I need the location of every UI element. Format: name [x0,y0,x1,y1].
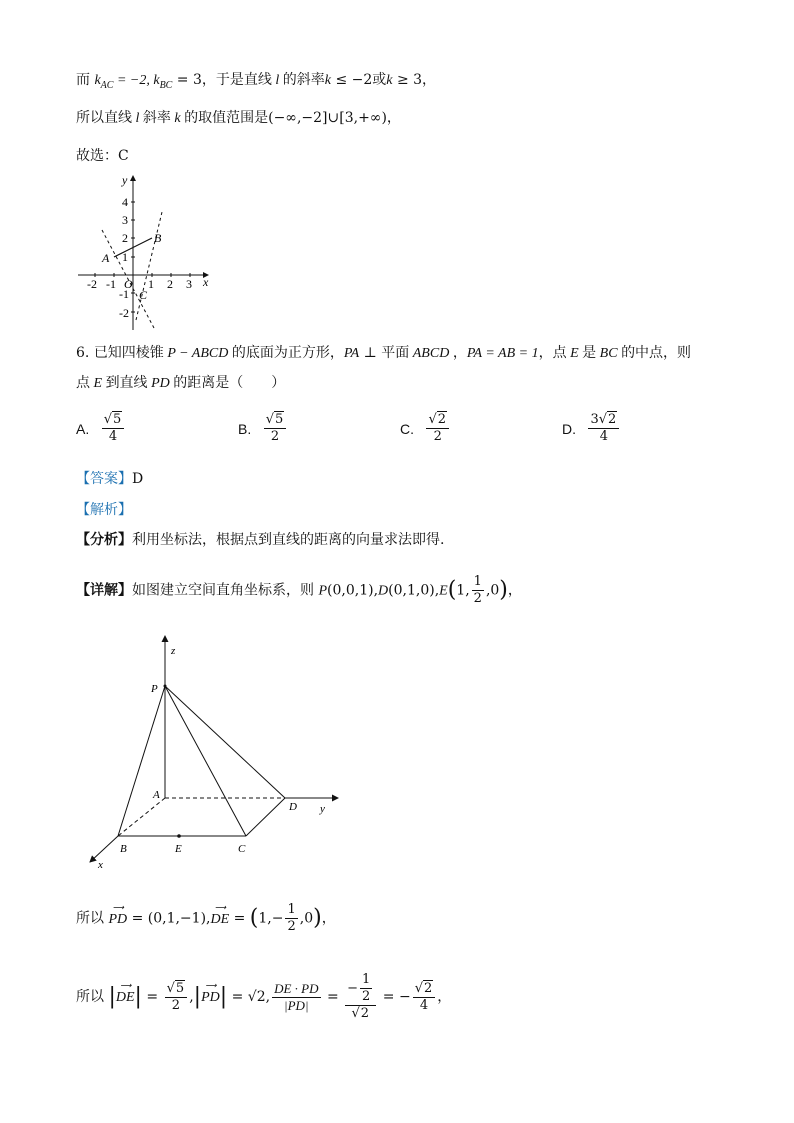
analysis-tag-line: 【解析】 [76,501,132,517]
pyramid-figure [80,630,350,870]
label-b: B [120,843,127,855]
edge-pd [165,686,285,798]
fenxi-line: 【分析】利用坐标法，根据点到直线的距离的向量求法即得. [76,532,445,548]
label-c: C [238,843,246,855]
origin-label: O [124,277,133,291]
svg-text:1: 1 [148,277,154,291]
point-c-label: C [139,288,148,302]
edge-cd [246,798,285,836]
edge-pc [165,686,246,836]
z-label: z [171,645,176,657]
label-d: D [289,801,297,813]
label-e: E [175,843,182,855]
text-line-choose: 故选：C [76,148,129,164]
x-axis-label: x [203,275,209,289]
svg-text:3: 3 [122,213,128,227]
y-axis-label: y [122,173,128,187]
dashed-line-bc [136,212,162,320]
answer-tag: 【答案】 [76,470,132,486]
edge-ab [118,798,165,836]
svg-text:-2: -2 [87,277,97,291]
text-line-slopes: 而 $k_{AC} = -2$, $k_{BC} = 3$，于是直线 l 的斜率k ≤ −2或k ≥ 3， [76,72,437,91]
svg-text:4: 4 [122,195,128,209]
choice-a[interactable]: A. $\frac{√5}{4}$ [76,412,126,445]
svg-text:2: 2 [167,277,173,291]
y-label: y [320,803,325,815]
y-tick-labels [119,195,129,320]
svg-text:-1: -1 [119,287,129,301]
point-a-label: A [102,251,110,265]
edge-pb [118,686,165,836]
x-label: x [98,859,103,870]
choice-c[interactable]: C. $\frac{√2}{2}$ [400,412,451,445]
x-axis [90,836,118,862]
svg-text:-2: -2 [119,306,129,320]
point-e [177,834,181,838]
slope-graph [76,172,216,332]
choice-b[interactable]: B. $\frac{√5}{2}$ [238,412,288,445]
vector-line: 所以 ⟶ PD = (0,1,−1), ⟶ DE = (1,− $\frac{1}{2}$ ,0)， [76,902,336,934]
detail-line: 【详解】如图建立空间直角坐标系，则 P(0,0,1),D(0,1,0),E(1, $\frac{1}{2}$ ,0)， [76,574,522,606]
choice-d[interactable]: D. $\frac{3√2}{4}$ [562,412,621,445]
answer-value: D [132,471,144,487]
svg-text:1: 1 [122,250,128,264]
svg-text:2: 2 [122,231,128,245]
label-p: P [151,683,158,695]
point-b-label: B [154,231,162,245]
answer-line [76,470,143,488]
svg-text:3: 3 [186,277,192,291]
svg-text:-1: -1 [106,277,116,291]
label-a: A [153,789,160,801]
text-line-range: 所以直线 l 斜率 k 的取值范围是(−∞,−2]∪[3,+∞)， [76,110,401,126]
norm-line: 所以 | ⟶ DE| = $\frac{√5}{2}$ ,| ⟶ PD| = √2, $\frac{DE \cdot PD}{|PD|}$ = − $\frac{1}{2}$ √2 = − $\frac{√2}{4}$ ， [76,972,452,1021]
question-6-line1: 6. 已知四棱锥 P − ABCD 的底面为正方形，PA ⊥ 平面 ABCD ，PA = AB = 1，点 E 是 BC 的中点，则 [76,345,692,361]
question-6-line2: 点 E 到直线 PD 的距离是（ ） [76,375,286,391]
